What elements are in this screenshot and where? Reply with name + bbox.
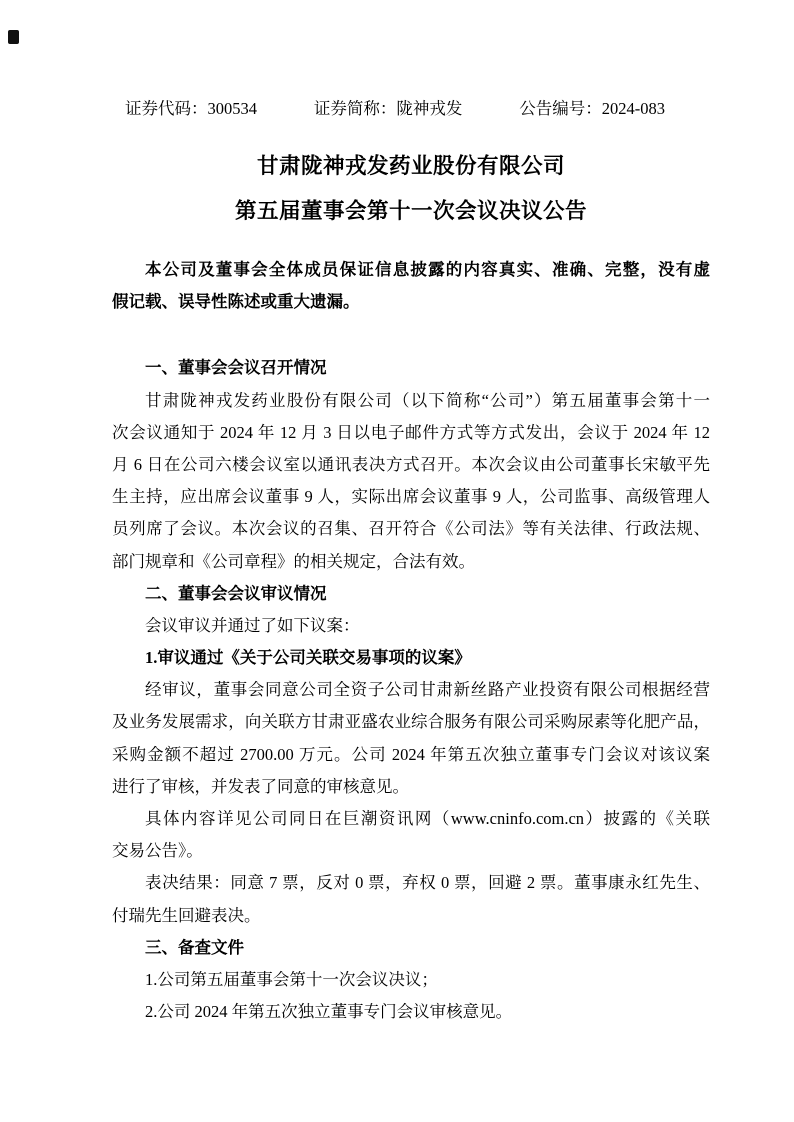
section-2-heading: 二、董事会会议审议情况: [145, 583, 327, 603]
text-line: 次会议通知于 2024 年 12 月 3 日以电子邮件方式等方式发出，会议于 2024 年 12: [112, 422, 710, 442]
disclaimer-line: 本公司及董事会全体成员保证信息披露的内容真实、准确、完整，没有虚: [145, 260, 710, 279]
announcement-no-label: 公告编号：: [519, 99, 602, 118]
stock-code-value: 300534: [207, 99, 257, 118]
text-line: 及业务发展需求，向关联方甘肃亚盛农业综合服务有限公司采购尿素等化肥产品，: [112, 712, 710, 732]
disclaimer-paragraph: [112, 254, 710, 318]
text-line: 进行了审核，并发表了同意的审核意见。: [112, 776, 409, 796]
text-line: 部门规章和《公司章程》的相关规定，合法有效。: [112, 551, 475, 571]
text-line: 表决结果：同意 7 票，反对 0 票，弃权 0 票，回避 2 票。董事康永红先生、: [145, 873, 710, 893]
proposal-1-heading: 1.审议通过《关于公司关联交易事项的议案》: [145, 648, 471, 668]
text-line: 具体内容详见公司同日在巨潮资讯网（www.cninfo.com.cn）披露的《关联: [145, 809, 710, 828]
text-line: 经审议，董事会同意公司全资子公司甘肃新丝路产业投资有限公司根据经营: [145, 680, 710, 700]
section-3-heading: 三、备查文件: [145, 937, 244, 957]
page-content: [112, 0, 710, 1028]
securities-header: [112, 99, 710, 119]
announcement-title: 第五届董事会第十一次会议决议公告: [234, 199, 587, 223]
stock-abbr-value: 陇神戎发: [396, 99, 463, 118]
text-line: 生主持，应出席会议董事 9 人，实际出席会议董事 9 人，公司监事、高级管理人: [112, 487, 710, 507]
announcement-no-value: 2024-083: [601, 99, 665, 118]
stock-code: [125, 99, 257, 119]
text-line: 采购金额不超过 2700.00 万元。公司 2024 年第五次独立董事专门会议对该议案: [112, 744, 710, 764]
reference-doc-1: 1.公司第五届董事会第十一次会议决议；: [145, 969, 438, 989]
stock-abbr: [314, 99, 463, 119]
company-name-title: 甘肃陇神戎发药业股份有限公司: [256, 154, 565, 178]
text-line: 付瑞先生回避表决。: [112, 905, 261, 925]
disclaimer-line: 假记载、误导性陈述或重大遗漏。: [112, 292, 360, 312]
reference-doc-2: 2.公司 2024 年第五次独立董事专门会议审核意见。: [145, 1002, 513, 1022]
document-body: [112, 352, 710, 1028]
text-line: 月 6 日在公司六楼会议室以通讯表决方式召开。本次会议由公司董事长宋敏平先: [112, 454, 710, 474]
announcement-no: [519, 99, 665, 119]
text-line: 会议审议并通过了如下议案：: [145, 615, 360, 635]
text-line: 员列席了会议。本次会议的召集、召开符合《公司法》等有关法律、行政法规、: [112, 519, 710, 539]
text-line: 交易公告》。: [112, 841, 203, 861]
text-line: 甘肃陇神戎发药业股份有限公司（以下简称“公司”）第五届董事会第十一: [145, 390, 710, 410]
section-1-heading: 一、董事会会议召开情况: [145, 358, 327, 378]
stock-code-label: 证券代码：: [125, 99, 208, 118]
stock-abbr-label: 证券简称：: [313, 99, 397, 118]
scan-artifact-mark: [8, 30, 19, 44]
